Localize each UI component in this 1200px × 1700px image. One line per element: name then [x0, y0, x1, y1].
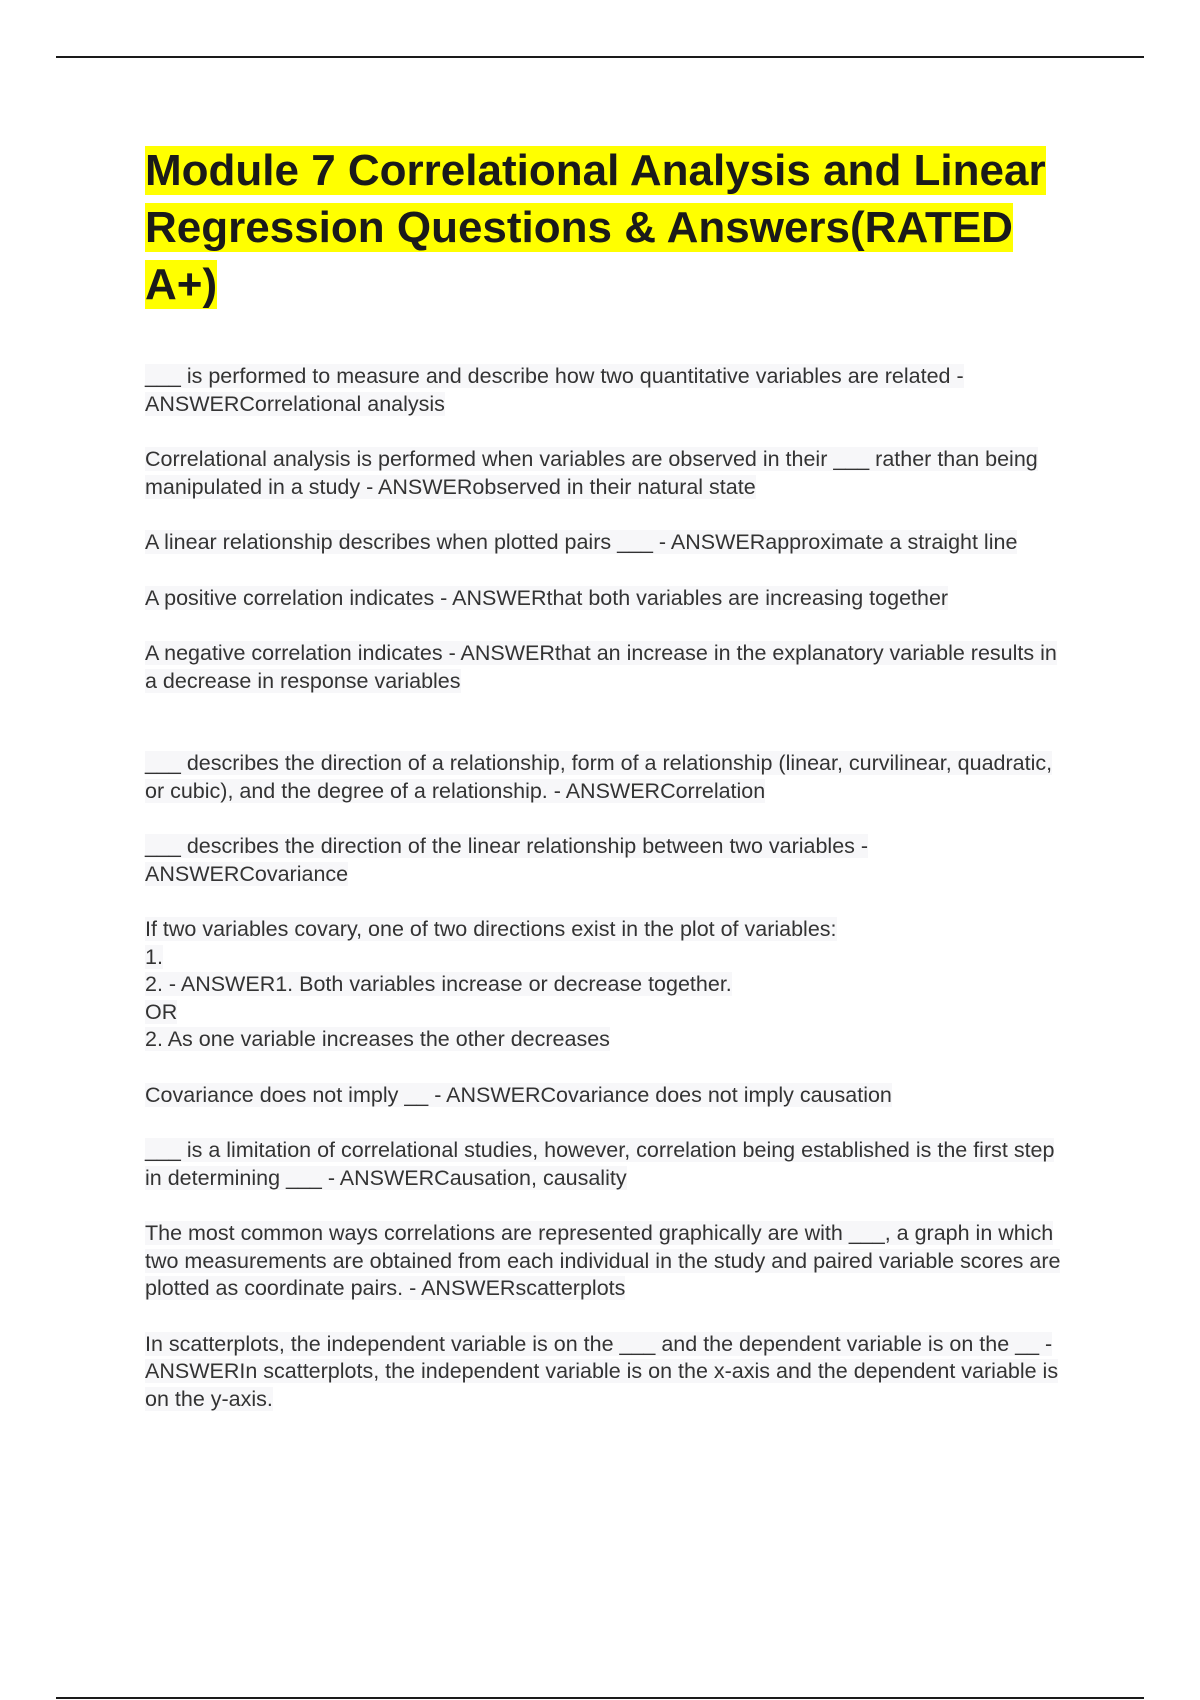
- qa-item-12: [145, 1331, 1065, 1414]
- qa-item-3: [145, 529, 1065, 557]
- qa-item-2-text: Correlational analysis is performed when variables are observed in their ___ rather than being manipulated in a study - ANSWERobserved in their natural state: [145, 447, 1038, 499]
- qa-item-9-text: Covariance does not imply __ - ANSWERCovariance does not imply causation: [145, 1082, 892, 1107]
- qa-item-5: [145, 640, 1065, 695]
- qa-item-4-text: A positive correlation indicates - ANSWERthat both variables are increasing together: [145, 585, 949, 610]
- qa-item-5-text: A negative correlation indicates - ANSWERthat an increase in the explanatory variable results in a decrease in response variables: [145, 641, 1057, 693]
- bottom-rule: [56, 1697, 1144, 1699]
- qa-item-7: [145, 833, 1065, 888]
- qa-item-8-text: If two variables covary, one of two directions exist in the plot of variables: 1. 2. - ANSWER1. Both variables increase or decrease together. OR 2. As one variable increases the other decreases: [145, 917, 837, 1051]
- qa-item-6: [145, 750, 1065, 805]
- qa-item-1-text: ___ is performed to measure and describe how two quantitative variables are related - ANSWERCorrelational analysis: [145, 364, 964, 416]
- qa-item-3-text: A linear relationship describes when plotted pairs ___ - ANSWERapproximate a straight line: [145, 530, 1018, 554]
- qa-item-10: [145, 1137, 1065, 1192]
- document-title-text: Module 7 Correlational Analysis and Linear Regression Questions & Answers(RATED A+): [145, 146, 1046, 309]
- qa-item-12-text: In scatterplots, the independent variable is on the ___ and the dependent variable is on the __ - ANSWERIn scatterplots, the independent variable is on the x-axis and the dependent variable is on the y-axis.: [145, 1331, 1059, 1411]
- document-title: [145, 142, 1065, 313]
- qa-item-1: [145, 363, 1065, 418]
- qa-item-8: [145, 916, 1065, 1054]
- qa-item-11-text: The most common ways correlations are represented graphically are with ___, a graph in which two measurements are obtained from each individual in the study and paired variable scores are plotted as coordinate pairs. - ANSWERscatterplots: [145, 1221, 1061, 1300]
- qa-item-10-text: ___ is a limitation of correlational studies, however, correlation being established is the first step in determining ___ - ANSWERCausation, causality: [145, 1138, 1055, 1190]
- qa-item-9: [145, 1082, 1065, 1110]
- qa-item-2: [145, 446, 1065, 501]
- document-body: [145, 142, 1065, 1441]
- qa-item-7-text: ___ describes the direction of the linear relationship between two variables - ANSWERCovariance: [145, 834, 869, 886]
- qa-item-11: [145, 1220, 1065, 1303]
- top-rule: [56, 56, 1144, 58]
- qa-item-6-text: ___ describes the direction of a relationship, form of a relationship (linear, curvilinear, quadratic, or cubic), and the degree of a relationship. - ANSWERCorrelation: [145, 751, 1053, 803]
- qa-item-4: [145, 585, 1065, 613]
